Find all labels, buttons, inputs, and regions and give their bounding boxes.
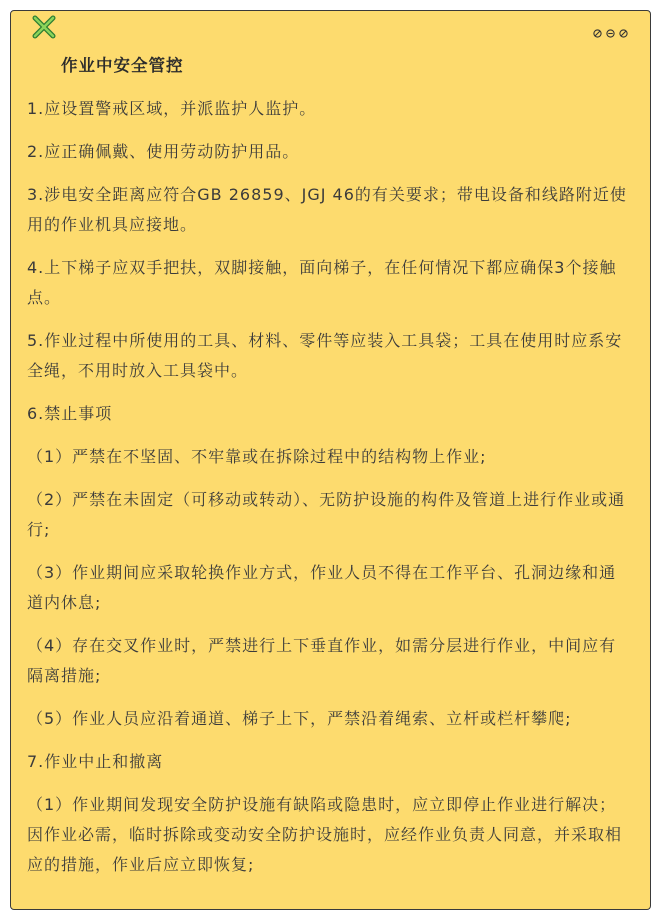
minimize-icon xyxy=(593,29,602,38)
close-x-icon xyxy=(31,14,57,40)
article-title: 作业中安全管控 xyxy=(61,56,184,75)
paragraph: 1.应设置警戒区域，并派监护人监护。 xyxy=(27,99,317,118)
document-card xyxy=(10,10,651,910)
paragraph: （1）作业期间发现安全防护设施有缺陷或隐患时，应立即停止作业进行解决；因作业必需，临时拆除或变动安全防护设施时，应经作业负责人同意，并采取相应的措施，作业后应立即恢复; xyxy=(27,795,623,874)
paragraph: 5.作业过程中所使用的工具、材料、零件等应装入工具袋；工具在使用时应系安全绳，不用时放入工具袋中。 xyxy=(27,331,623,380)
paragraph: 3.涉电安全距离应符合GB 26859、JGJ 46的有关要求；带电设备和线路附近使用的作业机具应接地。 xyxy=(27,185,627,234)
section-heading: 6.禁止事项 xyxy=(27,404,113,423)
section-heading: 7.作业中止和撤离 xyxy=(27,752,164,771)
paragraph: （3）作业期间应采取轮换作业方式，作业人员不得在工作平台、孔洞边缘和通道内休息; xyxy=(27,563,617,612)
restore-icon xyxy=(606,29,615,38)
paragraph: （1）严禁在不坚固、不牢靠或在拆除过程中的结构物上作业; xyxy=(27,447,487,466)
close-icon xyxy=(619,29,628,38)
paragraph: （5）作业人员应沿着通道、梯子上下，严禁沿着绳索、立杆或栏杆攀爬; xyxy=(27,709,572,728)
article-body xyxy=(27,51,633,893)
paragraph: （4）存在交叉作业时，严禁进行上下垂直作业，如需分层进行作业，中间应有隔离措施; xyxy=(27,636,617,685)
paragraph: （2）严禁在未固定（可移动或转动）、无防护设施的构件及管道上进行作业或通行; xyxy=(27,490,626,539)
window-controls xyxy=(593,29,628,38)
paragraph: 2.应正确佩戴、使用劳动防护用品。 xyxy=(27,142,300,161)
paragraph: 4.上下梯子应双手把扶，双脚接触，面向梯子，在任何情况下都应确保3个接触点。 xyxy=(27,258,617,307)
